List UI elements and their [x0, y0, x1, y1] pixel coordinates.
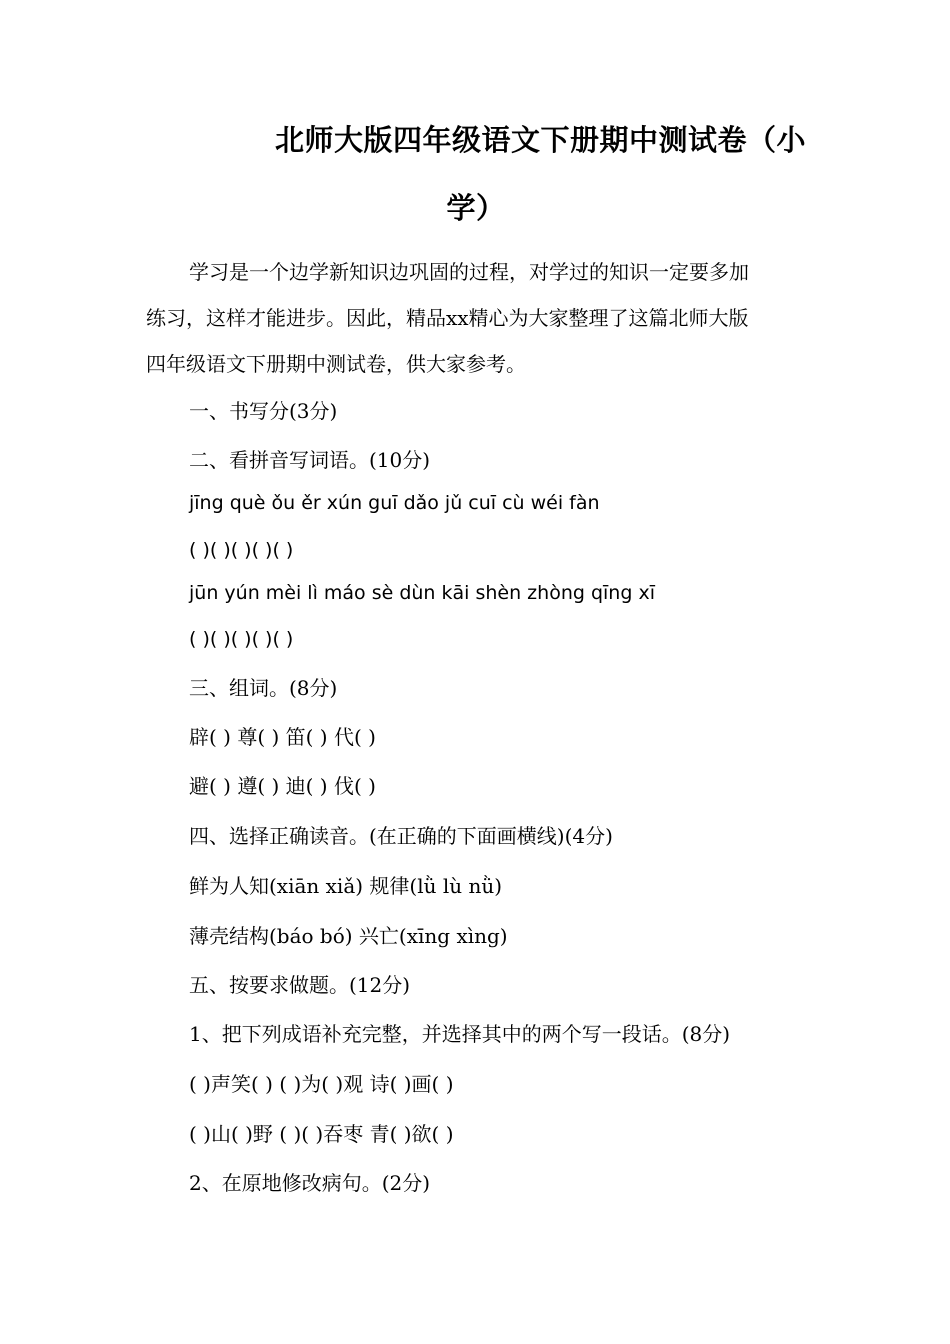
section-heading-pronunciation: 四、选择正确读音。(在正确的下面画横线)(4分) [189, 824, 613, 848]
idiom-blanks-row-1: ( )声笑( ) ( )为( )观 诗( )画( ) [189, 1072, 454, 1096]
intro-paragraph-line-3: 四年级语文下册期中测试卷，供大家参考。 [146, 352, 526, 376]
word-formation-row-2: 避( ) 遵( ) 迪( ) 伐( ) [189, 774, 376, 798]
question-idioms: 1、把下列成语补充完整，并选择其中的两个写一段话。(8分) [189, 1022, 731, 1046]
word-formation-row-1: 辟( ) 尊( ) 笛( ) 代( ) [189, 725, 376, 749]
idiom-blanks-row-2: ( )山( )野 ( )( )吞枣 青( )欲( ) [189, 1122, 454, 1146]
pinyin-row-2: jūn yún mèi lì máo sè dùn kāi shèn zhòng qīng xī [189, 582, 655, 604]
pronunciation-row-2: 薄壳结构(báo bó) 兴亡(xīng xìng) [189, 924, 508, 948]
question-sentence-correction: 2、在原地修改病句。(2分) [189, 1171, 431, 1195]
intro-paragraph-line-1: 学习是一个边学新知识边巩固的过程，对学过的知识一定要多加 [189, 260, 749, 284]
pinyin-row-1: jīng què ǒu ěr xún guī dǎo jǔ cuī cù wéi fàn [189, 492, 600, 514]
section-heading-writing: 一、书写分(3分) [189, 399, 338, 423]
section-heading-pinyin: 二、看拼音写词语。(10分) [189, 448, 431, 472]
section-heading-requirements: 五、按要求做题。(12分) [189, 973, 411, 997]
document-title-line-1: 北师大版四年级语文下册期中测试卷（小 [274, 123, 806, 157]
document-title-line-2: 学） [446, 191, 506, 225]
answer-blanks-row-2: ( )( )( )( )( ) [189, 628, 294, 650]
intro-paragraph-line-2: 练习，这样才能进步。因此，精品xx精心为大家整理了这篇北师大版 [146, 306, 749, 330]
pronunciation-row-1: 鲜为人知(xiān xiǎ) 规律(lǜ lù nǜ) [189, 874, 503, 898]
section-heading-word-formation: 三、组词。(8分) [189, 676, 338, 700]
answer-blanks-row-1: ( )( )( )( )( ) [189, 539, 294, 561]
